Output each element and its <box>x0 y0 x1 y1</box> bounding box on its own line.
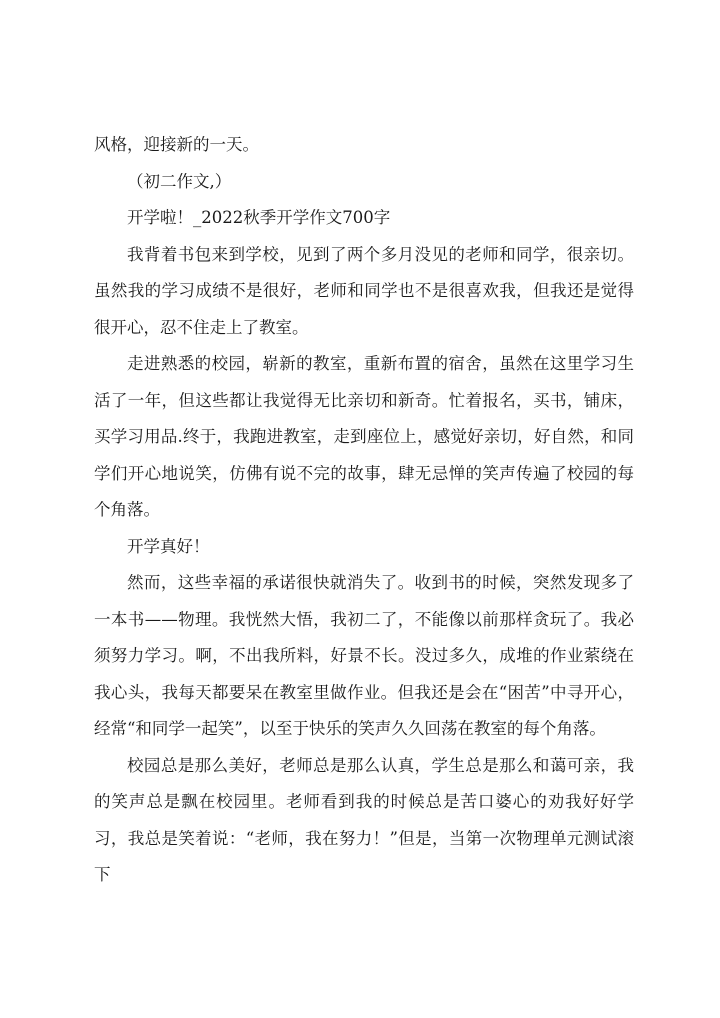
paragraph-continuation: 风格，迎接新的一天。 <box>94 135 259 154</box>
paragraph: 然而，这些幸福的承诺很快就消失了。收到书的时候，突然发现多了一本书——物理。我恍然大悟，我初二了，不能像以前那样贪玩了。我必须努力学习。啊，不出我所料，好景不长。没过多久，成堆的作业萦绕在我心头，我每天都要呆在教室里做作业。但我还是会在“困苦”中寻开心，经常“和同学一起笑”，以至于快乐的笑声久久回荡在教室的每个角落。 <box>94 573 634 738</box>
paragraph: 走进熟悉的校园，崭新的教室，重新布置的宿舍，虽然在这里学习生活了一年，但这些都让我觉得无比亲切和新奇。忙着报名，买书，铺床，买学习用品.终于，我跑进教室，走到座位上，感觉好亲切，好自然，和同学们开心地说笑，仿佛有说不完的故事，肆无忌惮的笑声传遍了校园的每个角落。 <box>94 354 634 519</box>
document-body <box>94 127 634 894</box>
paragraph: 校园总是那么美好，老师总是那么认真，学生总是那么和蔼可亲，我的笑声总是飘在校园里。老师看到我的时候总是苦口婆心的劝我好好学习，我总是笑着说：“老师，我在努力！”但是，当第一次物理单元测试滚下 <box>94 755 634 884</box>
paragraph-exclamation: 开学真好！ <box>127 536 210 556</box>
article-title: 开学啦！_2022秋季开学作文700字 <box>127 208 391 227</box>
paragraph: 我背着书包来到学校，见到了两个多月没见的老师和同学，很亲切。虽然我的学习成绩不是很好，老师和同学也不是很喜欢我，但我还是觉得很开心，忍不住走上了教室。 <box>94 244 634 337</box>
paragraph-note: （初二作文,） <box>127 171 232 191</box>
